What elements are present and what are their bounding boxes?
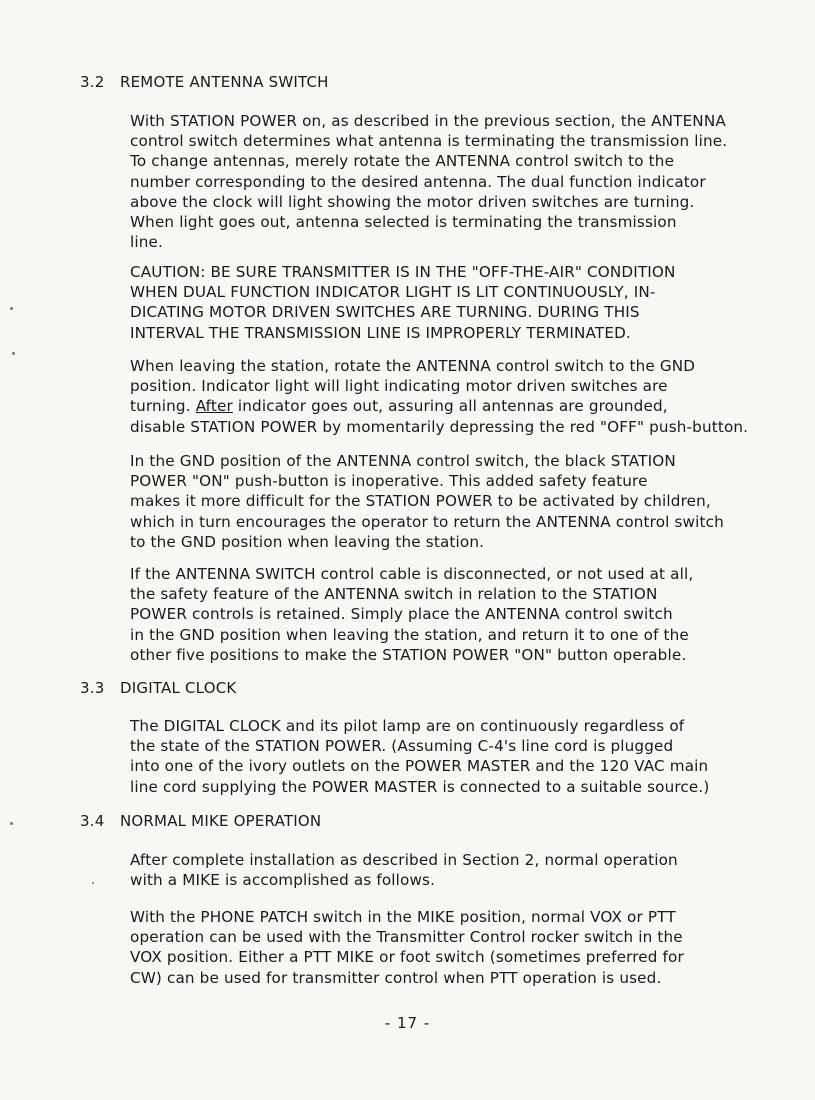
text-line: number corresponding to the desired antenna. The dual function indicator [130,172,706,191]
underlined-word: After [195,397,233,416]
text-line: When leaving the station, rotate the ANTENNA control switch to the GND [130,357,696,375]
scan-speck [10,822,13,825]
text-line: When light goes out, antenna selected is terminating the transmission [130,213,677,232]
paragraph-3-2-5 [130,564,790,665]
text-line: in the GND position when leaving the station, and return it to one of the [130,625,689,644]
text-line: With the PHONE PATCH switch in the MIKE position, normal VOX or PTT [130,908,676,926]
text-line: the safety feature of the ANTENNA switch in relation to the STATION [130,585,658,604]
text-line: other five positions to make the STATION POWER "ON" button operable. [130,645,687,664]
text-line: To change antennas, merely rotate the ANTENNA control switch to the [130,152,675,171]
text-line: disable STATION POWER by momentarily depressing the red "OFF" push-button. [130,417,749,436]
text-line: POWER controls is retained. Simply place the ANTENNA control switch [130,605,673,624]
section-title: DIGITAL CLOCK [120,679,237,697]
text-line: POWER "ON" push-button is inoperative. This added safety feature [130,472,648,491]
section-title: REMOTE ANTENNA SWITCH [120,73,329,91]
paragraph-3-4-2 [130,907,790,988]
page-number: - 17 - [384,1014,431,1032]
text-segment: turning. [130,397,196,416]
text-line: The DIGITAL CLOCK and its pilot lamp are on continuously regardless of [130,717,685,735]
paragraph-3-4-1 [130,850,790,890]
paragraph-3-2-1 [130,111,790,252]
text-line: line. [130,233,163,252]
scan-speck [10,307,13,310]
text-line: with a MIKE is accomplished as follows. [130,871,436,890]
text-line: the state of the STATION POWER. (Assuming C-4's line cord is plugged [130,737,674,756]
text-line: CW) can be used for transmitter control when PTT operation is used. [130,968,662,987]
paragraph-3-3-1 [130,716,790,797]
text-segment: indicator goes out, assuring all antennas are grounded, [232,397,668,416]
text-line: WHEN DUAL FUNCTION INDICATOR LIGHT IS LIT CONTINUOUSLY, IN- [130,283,656,302]
paragraph-3-2-3 [130,356,790,437]
section-heading-3-2 [80,73,329,91]
paragraph-3-2-4 [130,451,790,552]
text-line: position. Indicator light will light indicating motor driven switches are [130,377,668,396]
section-title: NORMAL MIKE OPERATION [120,812,322,830]
text-line: above the clock will light showing the motor driven switches are turning. [130,192,695,211]
scan-speck [92,882,94,884]
text-line: VOX position. Either a PTT MIKE or foot switch (sometimes preferred for [130,948,684,967]
text-line: After complete installation as described in Section 2, normal operation [130,851,678,869]
caution-paragraph [130,262,790,343]
section-number: 3.4 [80,812,105,830]
text-line: into one of the ivory outlets on the POWER MASTER and the 120 VAC main [130,757,709,776]
section-heading-3-3 [80,679,236,697]
text-line: CAUTION: BE SURE TRANSMITTER IS IN THE "OFF-THE-AIR" CONDITION [130,263,676,281]
section-heading-3-4 [80,812,321,830]
text-line: With STATION POWER on, as described in the previous section, the ANTENNA [130,112,726,130]
text-line: DICATING MOTOR DRIVEN SWITCHES ARE TURNING. DURING THIS [130,303,640,322]
text-line: INTERVAL THE TRANSMISSION LINE IS IMPROPERLY TERMINATED. [130,323,631,342]
text-line: to the GND position when leaving the station. [130,532,485,551]
text-line: In the GND position of the ANTENNA control switch, the black STATION [130,452,676,470]
text-line: If the ANTENNA SWITCH control cable is disconnected, or not used at all, [130,565,694,583]
section-number: 3.3 [80,679,105,697]
text-line: makes it more difficult for the STATION POWER to be activated by children, [130,492,711,511]
text-line: line cord supplying the POWER MASTER is connected to a suitable source.) [130,777,710,796]
scan-speck [12,352,15,355]
text-line: which in turn encourages the operator to return the ANTENNA control switch [130,512,724,531]
text-line: control switch determines what antenna is terminating the transmission line. [130,132,728,151]
section-number: 3.2 [80,73,105,91]
text-line: operation can be used with the Transmitter Control rocker switch in the [130,928,683,947]
text-line [130,396,790,416]
